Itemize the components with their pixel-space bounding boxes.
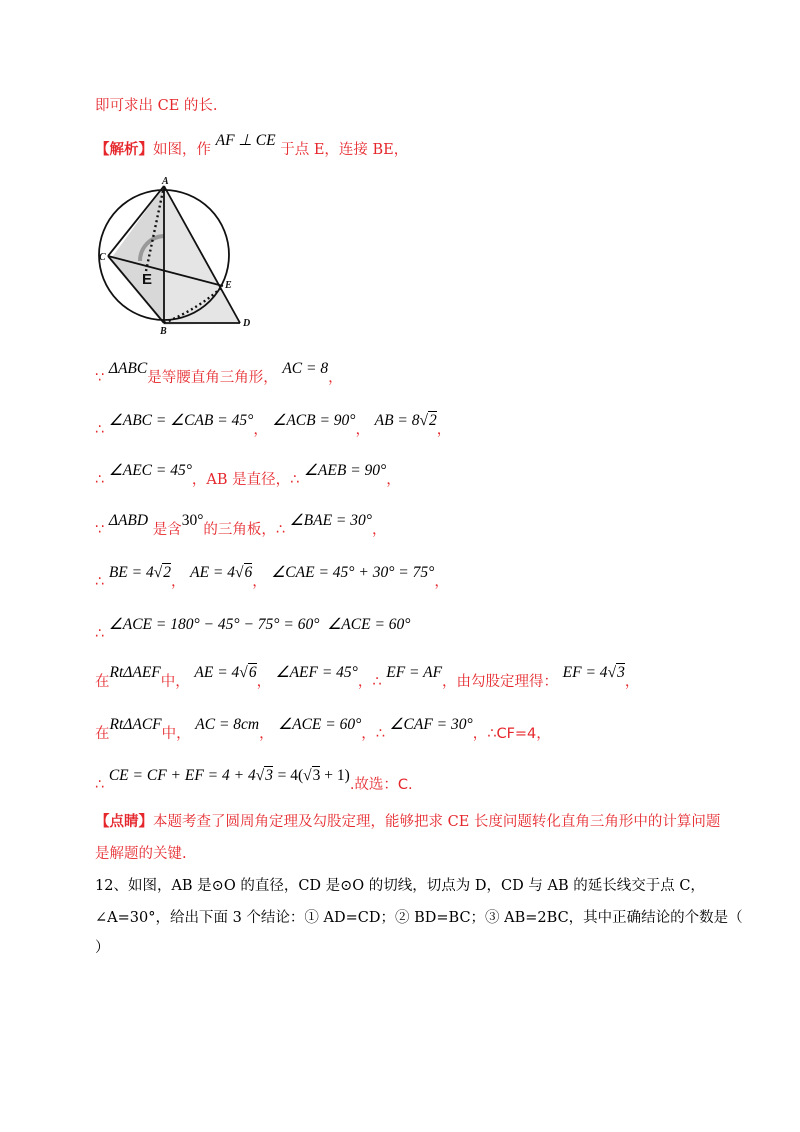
text: ，AB 是直径， <box>191 472 291 488</box>
solution-tail: 即可求出 CE 的长. <box>95 98 218 114</box>
comma: ， <box>434 574 449 590</box>
text: 的三角板， <box>203 522 276 538</box>
comma: ， <box>371 522 387 538</box>
math-part: + 1) <box>320 767 350 784</box>
therefore-symbol: ∴ <box>290 472 300 488</box>
math-part: AB = 8 <box>374 412 420 429</box>
therefore-symbol: ∴ <box>95 472 105 488</box>
radicand: 2 <box>429 412 437 429</box>
step-line-7 <box>95 564 449 592</box>
math: AE = 4√6 <box>194 664 257 681</box>
radicand: 6 <box>248 664 257 681</box>
question-line-1 <box>95 876 705 896</box>
comma: ， <box>355 422 370 438</box>
math-part: AE = 4 <box>194 664 240 681</box>
math: ΔABD <box>108 512 149 529</box>
math: ∠AEB = 90° <box>304 462 387 479</box>
circle-triangle-diagram <box>100 176 260 336</box>
label-e-handwritten: E <box>142 271 153 288</box>
math: AC = 8cm <box>195 716 260 733</box>
radicand: 3 <box>617 664 625 681</box>
because-symbol: ∵ <box>95 522 105 538</box>
math: RtΔACF <box>109 716 162 733</box>
math-part: = 4( <box>277 767 304 784</box>
comma: ， <box>361 726 376 742</box>
text-line-1 <box>95 96 218 116</box>
geometry-figure <box>100 176 260 340</box>
question-text: 12、如图，AB 是⊙O 的直径，CD 是⊙O 的切线，切点为 D，CD 与 AB 的延长线交于点 C， <box>95 878 705 894</box>
text: 中， <box>161 726 191 742</box>
comma: ， <box>259 726 274 742</box>
text: 本题考查了圆周角定理及勾股定理，能够把求 CE 长度问题转化直角三角形中的计算问题 <box>153 814 721 830</box>
therefore-symbol: ∴ <box>275 522 286 538</box>
step-line-6 <box>95 512 387 540</box>
math: AC = 8 <box>282 360 329 377</box>
comment-line-2 <box>95 844 187 864</box>
math: 30° <box>181 512 204 529</box>
math: RtΔAEF <box>109 664 161 681</box>
math: ∠CAF = 30° <box>389 716 473 733</box>
step-line-11 <box>95 767 413 795</box>
question-text: ） <box>95 940 110 956</box>
math: ∠ACB = 90° <box>272 412 356 429</box>
set-square-shape <box>110 186 164 325</box>
text: 在 <box>95 726 110 742</box>
comment-line <box>95 812 720 832</box>
comma: ， <box>252 574 267 590</box>
therefore-symbol: ∴ <box>95 626 105 642</box>
text: 如图，作 <box>153 142 211 158</box>
text: 是解题的关键. <box>95 846 187 862</box>
math: ∠AEF = 45° <box>275 664 358 681</box>
text: 在 <box>95 674 110 690</box>
math: ∠BAE = 30° <box>289 512 372 529</box>
therefore-symbol: ∴ <box>95 422 105 438</box>
math: ∠ACE = 60° <box>327 616 411 633</box>
question-text: ∠A=30°，给出下面 3 个结论：① AD=CD；② BD=BC；③ AB=2BC，其中正确结论的个数是（ <box>95 910 743 926</box>
radicand: 3 <box>265 767 273 784</box>
step-line-4 <box>95 412 452 440</box>
comma: ， <box>436 422 452 438</box>
question-line-2 <box>95 908 743 928</box>
text: 中， <box>160 674 190 690</box>
label-a: A <box>162 176 169 187</box>
step-line-9 <box>95 664 640 692</box>
comma: ， <box>624 674 640 690</box>
comma: ， <box>171 574 186 590</box>
therefore-symbol: ∴ <box>95 574 105 590</box>
analysis-bracket: 【解析】 <box>95 141 153 158</box>
label-e-point: E <box>225 280 232 291</box>
therefore-symbol: ∴ <box>372 674 382 690</box>
math-part: EF = 4 <box>562 664 608 681</box>
question-line-3 <box>95 938 110 958</box>
comma: ， <box>472 726 488 742</box>
math-part: BE = 4 <box>108 564 154 581</box>
comma: ， <box>256 674 272 690</box>
comma: ， <box>357 674 373 690</box>
step-line-5 <box>95 462 401 490</box>
text: ， <box>328 370 343 386</box>
math: ∠ACE = 180° − 45° − 75° = 60° <box>108 616 320 633</box>
comment-bracket: 【点睛】 <box>95 813 153 830</box>
math: EF = AF <box>386 664 443 681</box>
math: ∠ABC = ∠CAB = 45° <box>108 412 254 429</box>
math: ∠CAE = 45° + 30° = 75° <box>271 564 435 581</box>
label-b: B <box>160 326 167 337</box>
answer-text: .故选：C. <box>349 777 413 793</box>
radicand: 2 <box>163 564 172 581</box>
radicand: 6 <box>244 564 253 581</box>
text: 是等腰直角三角形， <box>147 370 278 386</box>
math: CE = CF + EF = 4 + 4√3 <box>108 767 273 784</box>
math-part: AE = 4 <box>190 564 236 581</box>
comma: ， <box>253 422 268 438</box>
step-line-3 <box>95 360 343 388</box>
text: 是含 <box>152 522 182 538</box>
text: ∴CF=4， <box>487 726 551 742</box>
label-c: C <box>99 252 106 263</box>
therefore-symbol: ∴ <box>95 777 105 793</box>
math: BE = 4√2 <box>108 564 172 581</box>
math: = 4(√3 + 1) <box>277 767 350 784</box>
math: EF = 4√3 <box>562 664 625 681</box>
math-af-perp-ce: AF ⊥ CE <box>215 132 276 149</box>
math: ΔABC <box>108 360 148 377</box>
analysis-line <box>95 132 409 160</box>
math: ∠ACE = 60° <box>278 716 362 733</box>
text: 于点 E，连接 BE， <box>280 142 409 158</box>
comma: ， <box>386 472 401 488</box>
math-part: CE = CF + EF = 4 + 4 <box>108 767 256 784</box>
text: ，由勾股定理得： <box>442 674 559 690</box>
math: AB = 8√2 <box>374 412 437 429</box>
therefore-symbol: ∴ <box>375 726 386 742</box>
radicand: 3 <box>312 767 321 784</box>
math: AE = 4√6 <box>190 564 253 581</box>
step-line-10 <box>95 716 551 744</box>
label-d: D <box>243 318 251 329</box>
because-symbol: ∵ <box>95 370 105 386</box>
step-line-8 <box>95 616 411 644</box>
math: ∠AEC = 45° <box>108 462 192 479</box>
